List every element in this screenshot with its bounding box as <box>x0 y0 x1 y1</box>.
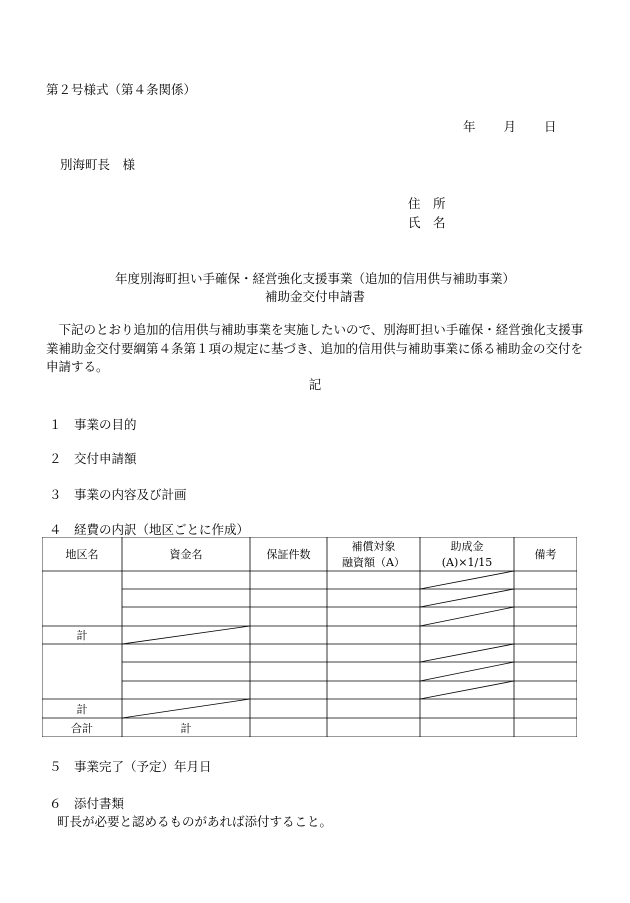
document-title-line1: 年度別海町担い手確保・経営強化支援事業（追加的信用供与補助事業） <box>114 271 515 286</box>
item-purpose <box>49 415 137 433</box>
attachment-note: 町長が必要と認めるものがあれば添付すること。 <box>57 814 333 829</box>
item-label: 添付書類 <box>74 796 125 811</box>
header-district: 地区名 <box>65 548 99 561</box>
header-loan-line2: 融資額（A） <box>342 556 405 569</box>
ki-heading: 記 <box>308 377 322 392</box>
body-text: 下記のとおり追加的信用供与補助事業を実施したいので、別海町担い手確保・経営強化支援事業補助金交付要綱第４条第１項の規定に基づき、追加的信用供与補助事業に係る補助金の交付を申請する。 <box>46 322 584 374</box>
item-number: １ <box>49 417 62 432</box>
applicant-address-label: 住 所 <box>408 196 446 211</box>
item-application-amount <box>49 449 137 467</box>
header-loan-line1: 補償対象 <box>351 540 396 553</box>
item-content-plan <box>49 485 187 503</box>
table-grid <box>42 537 577 737</box>
date-month-label: 月 <box>503 119 517 134</box>
header-subsidy-line2: (A)×1/15 <box>441 556 493 569</box>
expense-table <box>42 537 577 737</box>
header-guarantee-count: 保証件数 <box>266 548 311 561</box>
item-number: ３ <box>49 487 62 502</box>
subtotal-label: 計 <box>76 703 88 716</box>
item-expense-breakdown <box>49 520 249 538</box>
item-label: 交付申請額 <box>74 451 137 466</box>
date-line <box>463 117 557 135</box>
document-title-line2: 補助金交付申請書 <box>264 289 365 304</box>
total-label: 合計 <box>71 722 93 735</box>
item-number: ５ <box>49 759 62 774</box>
date-day-label: 日 <box>544 119 557 134</box>
header-subsidy-line1: 助成金 <box>450 540 484 553</box>
total-fund-label: 計 <box>180 722 192 735</box>
applicant-name-label: 氏 名 <box>408 215 446 230</box>
item-number: ６ <box>49 796 62 811</box>
subtotal-label: 計 <box>76 629 88 642</box>
item-label: 事業の内容及び計画 <box>74 487 187 502</box>
date-year-label: 年 <box>463 119 476 134</box>
table-diagonals <box>122 571 514 718</box>
item-attachments <box>49 794 124 812</box>
item-number: ２ <box>49 451 62 466</box>
header-remarks: 備考 <box>534 548 557 561</box>
item-label: 事業完了（予定）年月日 <box>74 759 212 774</box>
addressee: 別海町長 様 <box>60 157 136 172</box>
header-fund: 資金名 <box>169 548 203 561</box>
item-number: ４ <box>49 522 62 537</box>
item-completion-date <box>49 757 212 775</box>
item-label: 経費の内訳（地区ごとに作成） <box>74 522 250 537</box>
form-number: 第２号様式（第４条関係） <box>46 82 197 97</box>
item-label: 事業の目的 <box>74 417 137 432</box>
